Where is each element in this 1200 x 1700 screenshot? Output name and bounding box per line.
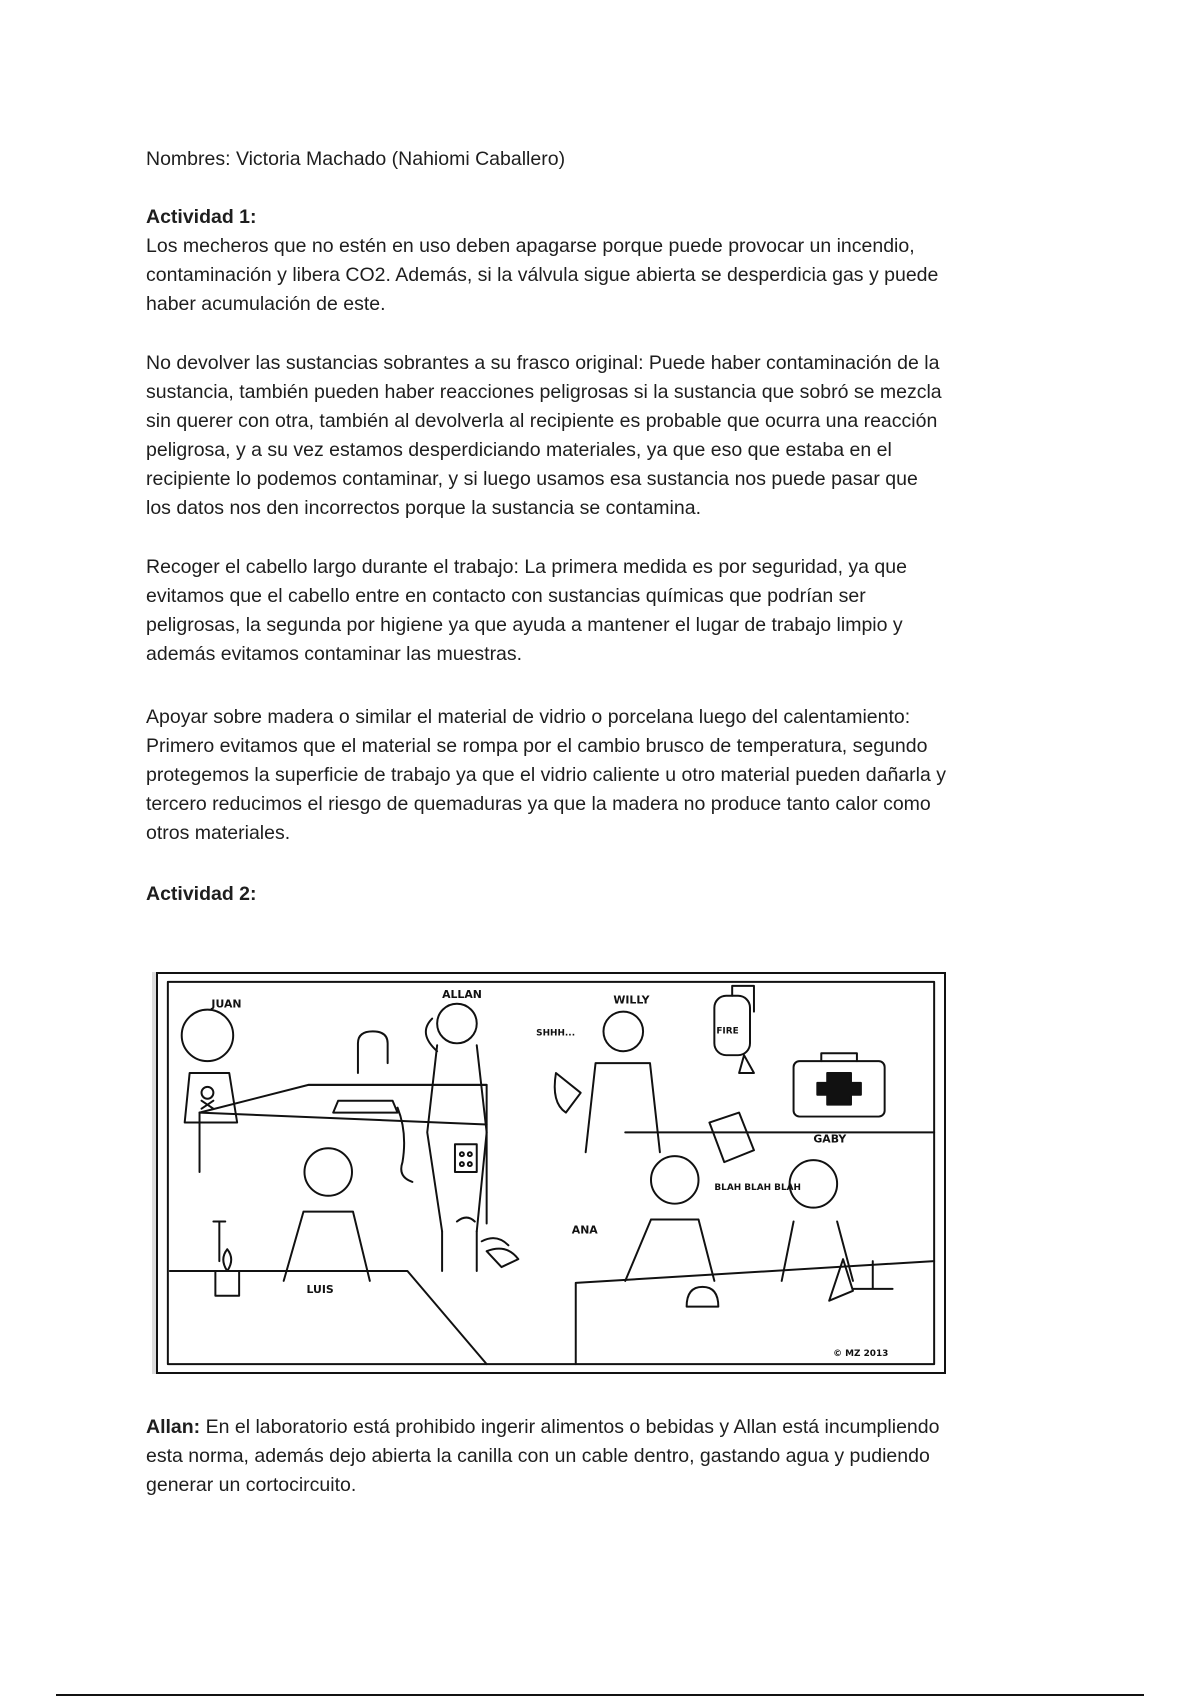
names-line: Nombres: Victoria Machado (Nahiomi Caballero) xyxy=(146,148,566,170)
activity1-paragraph-2: No devolver las sustancias sobrantes a su frasco original: Puede haber contaminación de la sustancia, también pueden haber reacciones peligrosas si la sustancia que sobró se mezcla sin querer con otra, también al devolverla al recipiente es probable que ocurra una reacción peligrosa, y a su vez estamos desperdiciando materiales, ya que eso que estaba en el recipiente lo podemos contaminar, y si luego usamos esa sustancia nos puede pasar que los datos nos den incorrectos porque la sustancia se contamina. xyxy=(146,352,942,519)
allan-answer-name: Allan: xyxy=(146,1416,201,1438)
bag-item xyxy=(555,1073,581,1113)
allan-figure xyxy=(437,1004,477,1044)
snack-bag xyxy=(709,1113,754,1163)
label-blah: BLAH BLAH BLAH xyxy=(714,1182,801,1193)
activity2-heading: Actividad 2: xyxy=(146,883,257,905)
page-bottom-rule xyxy=(56,1694,1144,1696)
cable xyxy=(398,1108,413,1182)
label-shhh: SHHH... xyxy=(536,1028,576,1039)
wall-outlet xyxy=(455,1144,477,1172)
flask xyxy=(687,1287,719,1307)
scene-frame xyxy=(168,982,934,1364)
luis-figure xyxy=(304,1148,352,1196)
label-juan: JUAN xyxy=(211,997,242,1011)
activity1-paragraph-4: Apoyar sobre madera o similar el material de vidrio o porcelana luego del calentamiento: Primero evitamos que el material se rompa por el cambio brusco de temperatura, segundo protegemos la superficie de trabajo ya que el vidrio caliente u otro material pueden dañarla y tercero reducimos el riesgo de quemaduras ya que la madera no produce tanto calor como otros materiales. xyxy=(146,706,946,844)
label-copyright: © MZ 2013 xyxy=(833,1349,889,1360)
label-ana: ANA xyxy=(571,1223,598,1237)
willy-figure xyxy=(603,1012,643,1052)
juan-figure xyxy=(182,1010,233,1061)
lab-scene-drawing xyxy=(158,974,944,1372)
label-gaby: GABY xyxy=(813,1132,847,1146)
label-fire: FIRE xyxy=(716,1026,739,1037)
label-luis: LUIS xyxy=(306,1282,334,1296)
label-willy: WILLY xyxy=(613,993,650,1007)
activity1-heading: Actividad 1: xyxy=(146,206,257,228)
activity1-paragraph-3: Recoger el cabello largo durante el trabajo: La primera medida es por seguridad, ya que evitamos que el cabello entre en contacto con sustancias químicas que podrían ser peligrosas, la segunda por higiene ya que ayuda a mantener el lugar de trabajo limpio y además evitamos contaminar las muestras. xyxy=(146,556,907,665)
allan-answer: Allan: En el laboratorio está prohibido ingerir alimentos o bebidas y Allan está incumpliendo esta norma, además dejo abierta la canilla con un cable dentro, gastando agua y pudiendo generar un cortocircuito. xyxy=(146,1416,940,1496)
activity1-section: Actividad 1: Los mecheros que no estén en uso deben apagarse porque puede provocar un incendio, contaminación y libera CO2. Además, si la válvula sigue abierta se desperdicia gas y puede haber acumulación de este. xyxy=(146,203,1076,319)
label-allan: ALLAN xyxy=(442,987,482,1001)
lab-safety-illustration xyxy=(156,972,946,1374)
bunsen-burner xyxy=(215,1271,239,1296)
faucet xyxy=(358,1031,388,1073)
sink xyxy=(333,1101,397,1113)
ana-figure xyxy=(651,1156,699,1204)
floor-debris xyxy=(457,1218,508,1246)
